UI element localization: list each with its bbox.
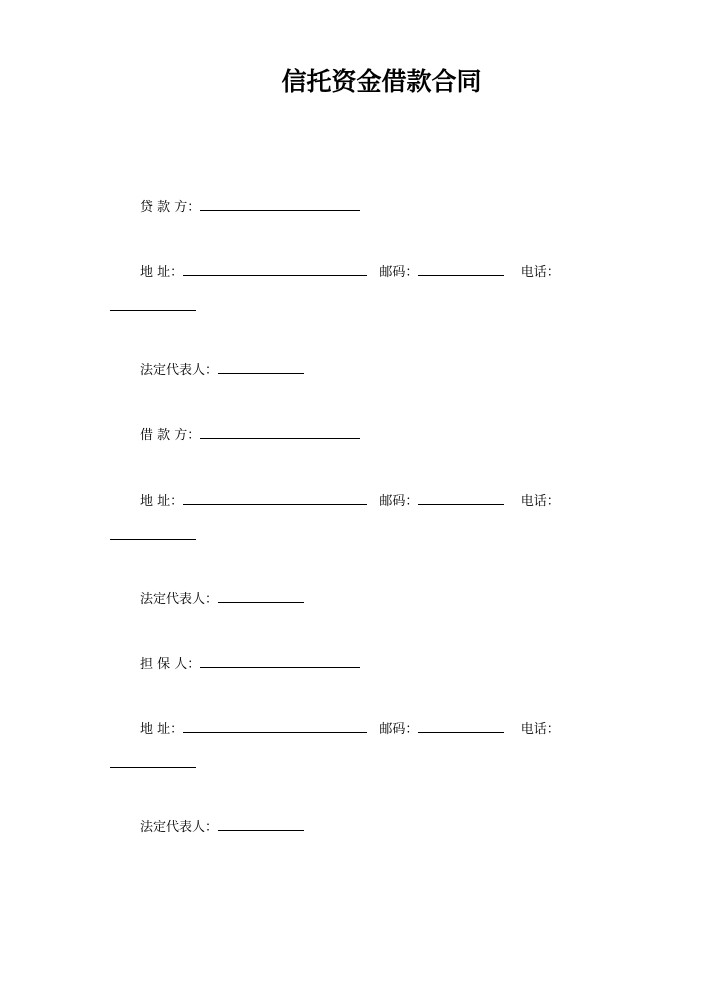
- lender-phone-blank: [110, 298, 196, 311]
- guarantor-rep-line: [140, 818, 304, 837]
- lender-label: 贷 款 方：: [140, 200, 201, 215]
- guarantor-address-line: [140, 720, 560, 739]
- guarantor-label: 担 保 人：: [140, 657, 201, 672]
- lender-rep-line: [140, 361, 304, 380]
- lender-phone-line: [110, 298, 196, 317]
- lender-rep-blank: [218, 361, 304, 374]
- guarantor-rep-blank: [218, 818, 304, 831]
- borrower-address-blank: [183, 492, 367, 505]
- borrower-postcode-label: 邮码：: [379, 494, 419, 509]
- borrower-name-blank: [200, 426, 360, 439]
- lender-line: [140, 198, 360, 217]
- guarantor-name-blank: [200, 655, 360, 668]
- guarantor-address-label: 地 址：: [140, 722, 184, 737]
- borrower-address-label: 地 址：: [140, 494, 184, 509]
- lender-phone-label: 电话：: [520, 265, 560, 280]
- lender-address-label: 地 址：: [140, 265, 184, 280]
- guarantor-postcode-blank: [418, 720, 504, 733]
- lender-address-blank: [183, 263, 367, 276]
- lender-postcode-label: 邮码：: [379, 265, 419, 280]
- guarantor-address-blank: [183, 720, 367, 733]
- guarantor-phone-blank: [110, 755, 196, 768]
- guarantor-phone-label: 电话：: [520, 722, 560, 737]
- lender-postcode-blank: [418, 263, 504, 276]
- guarantor-rep-label: 法定代表人：: [140, 820, 219, 835]
- lender-name-blank: [200, 198, 360, 211]
- borrower-line: [140, 426, 360, 445]
- borrower-label: 借 款 方：: [140, 428, 201, 443]
- guarantor-line: [140, 655, 360, 674]
- guarantor-postcode-label: 邮码：: [379, 722, 419, 737]
- borrower-postcode-blank: [418, 492, 504, 505]
- borrower-rep-line: [140, 590, 304, 609]
- lender-address-line: [140, 263, 560, 282]
- borrower-rep-blank: [218, 590, 304, 603]
- borrower-phone-label: 电话：: [520, 494, 560, 509]
- borrower-phone-line: [110, 527, 196, 546]
- borrower-address-line: [140, 492, 560, 511]
- guarantor-phone-line: [110, 755, 196, 774]
- page-title: 信托资金借款合同: [281, 67, 482, 96]
- borrower-phone-blank: [110, 527, 196, 540]
- lender-rep-label: 法定代表人：: [140, 363, 219, 378]
- borrower-rep-label: 法定代表人：: [140, 592, 219, 607]
